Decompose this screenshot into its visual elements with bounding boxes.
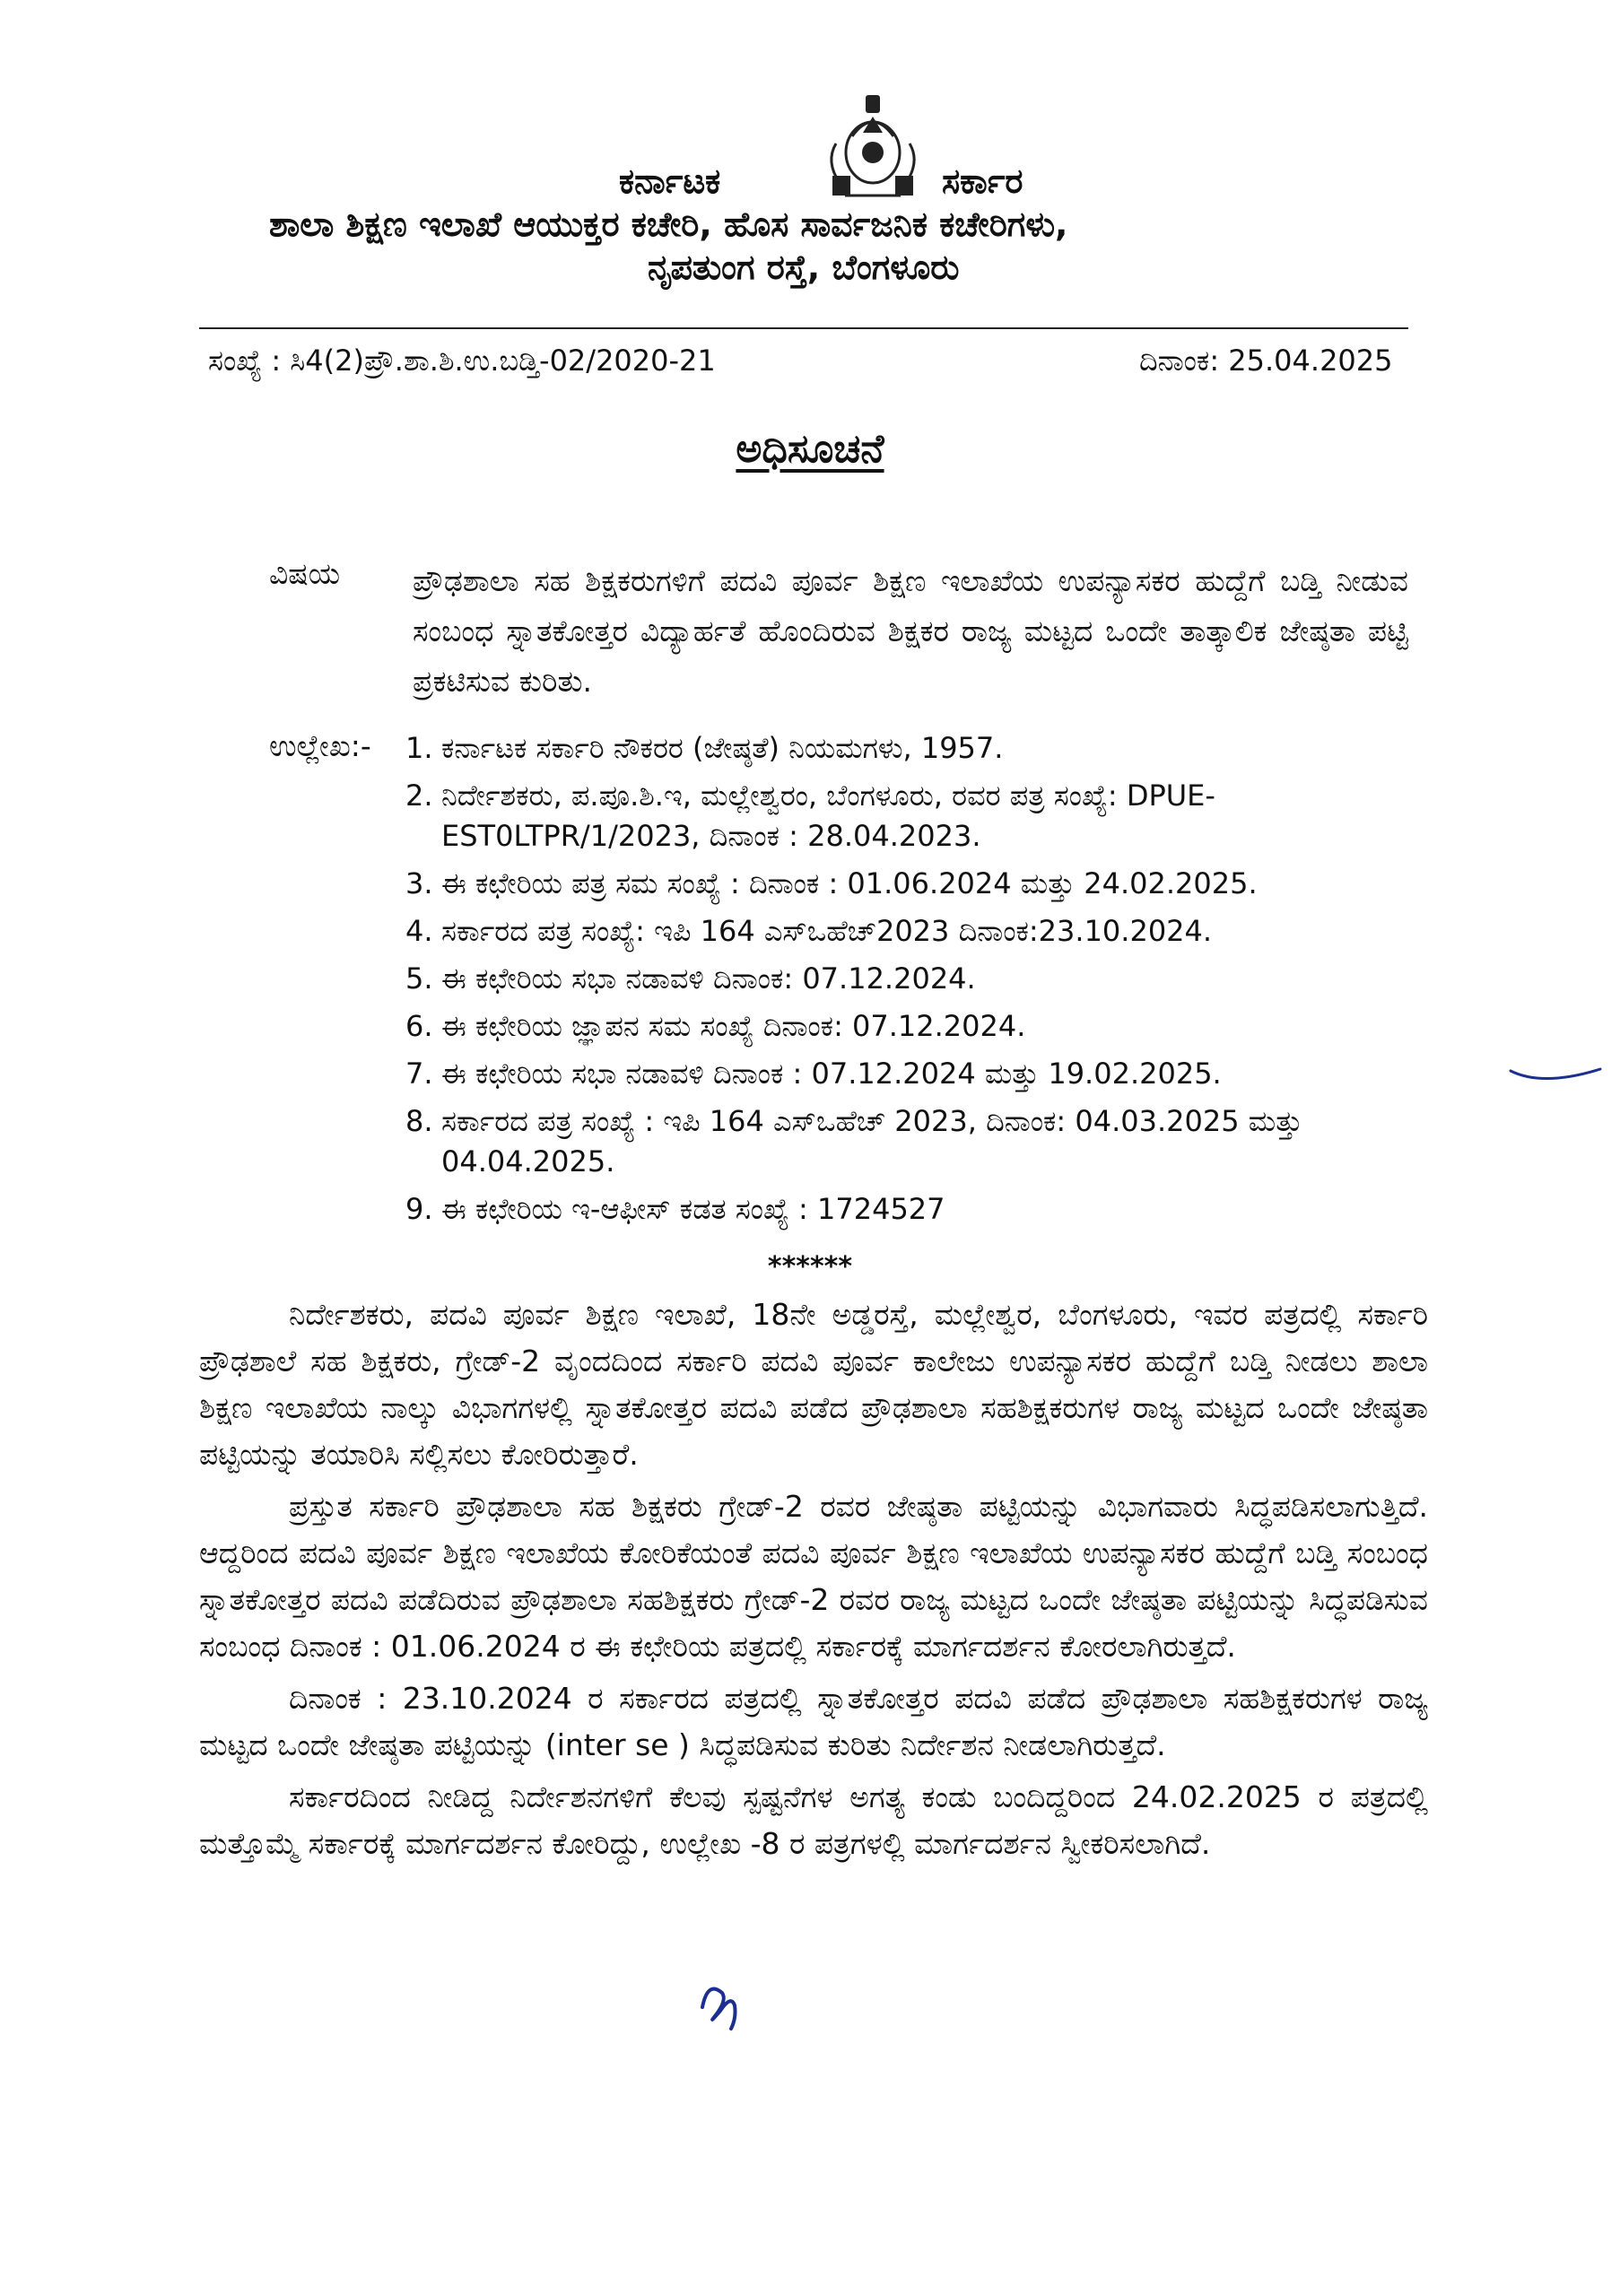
reference-number-8: 8. xyxy=(405,1104,433,1138)
body-paragraph-2: ಪ್ರಸ್ತುತ ಸರ್ಕಾರಿ ಪ್ರೌಢಶಾಲಾ ಸಹ ಶಿಕ್ಷಕರು ಗ್ರೇಡ್-2 ರವರ ಜೇಷ್ಠತಾ ಪಟ್ಟಿಯನ್ನು ವಿಭಾಗವಾರು ಸಿದ್ಧಪಡಿಸಲಾಗುತ್ತಿದೆ. ಆದ್ದರಿಂದ ಪದವಿ ಪೂರ್ವ ಶಿಕ್ಷಣ ಇಲಾಖೆಯ ಕೋರಿಕೆಯಂತೆ ಪದವಿ ಪೂರ್ವ ಶಿಕ್ಷಣ ಇಲಾಖೆಯ ಉಪನ್ಯಾಸಕರ ಹುದ್ದೆಗೆ ಬಡ್ತಿ ಸಂಬಂಧ ಸ್ನಾತಕೋತ್ತರ ಪದವಿ ಪಡೆದಿರುವ ಪ್ರೌಢಶಾಲಾ ಸಹಶಿಕ್ಷಕರು ಗ್ರೇಡ್-2 ರವರ ರಾಜ್ಯ ಮಟ್ಟದ ಒಂದೇ ಜೇಷ್ಠತಾ ಪಟ್ಟಿಯನ್ನು ಸಿದ್ಧಪಡಿಸುವ ಸಂಬಂಧ ದಿನಾಂಕ : 01.06.2024 ರ ಈ ಕಛೇರಿಯ ಪತ್ರದಲ್ಲಿ ಸರ್ಕಾರಕ್ಕೆ ಮಾರ್ಗದರ್ಶನ ಕೋರಲಾಗಿರುತ್ತದೆ. xyxy=(199,1489,1429,1664)
reference-item xyxy=(405,1006,1428,1047)
reference-text-5: ಈ ಕಛೇರಿಯ ಸಭಾ ನಡಾವಳಿ ದಿನಾಂಕ: 07.12.2024. xyxy=(441,961,976,996)
notification-title-text: ಅಧಿಸೂಚನೆ xyxy=(736,426,884,472)
reference-text-9: ಈ ಕಛೇರಿಯ ಇ-ಆಫೀಸ್ ಕಡತ ಸಂಖ್ಯೆ : 1724527 xyxy=(441,1192,945,1226)
body-text xyxy=(199,1292,1428,1873)
reference-item xyxy=(405,1101,1428,1182)
reference-number-2: 2. xyxy=(405,778,433,813)
reference-text-1: ಕರ್ನಾಟಕ ಸರ್ಕಾರಿ ನೌಕರರ (ಜೇಷ್ಠತೆ) ನಿಯಮಗಳು, 1957. xyxy=(441,731,1004,765)
reference-number-7: 7. xyxy=(405,1057,433,1091)
notification-title xyxy=(0,426,1620,472)
reference-text-2: ನಿರ್ದೇಶಕರು, ಪ.ಪೂ.ಶಿ.ಇ, ಮಲ್ಲೇಶ್ವರಂ, ಬೆಂಗಳೂರು, ರವರ ಪತ್ರ ಸಂಖ್ಯೆ: DPUE-EST0LTPR/1/2023, ದಿನಾಂಕ : 28.04.2023. xyxy=(441,778,1215,853)
reference-item xyxy=(405,864,1428,904)
reference-number-6: 6. xyxy=(405,1009,433,1043)
reference-item xyxy=(405,1189,1428,1230)
reference-item xyxy=(405,728,1428,769)
reference-item xyxy=(405,959,1428,999)
references-list xyxy=(405,728,1428,1237)
body-paragraph-3: ದಿನಾಂಕ : 23.10.2024 ರ ಸರ್ಕಾರದ ಪತ್ರದಲ್ಲಿ ಸ್ನಾತಕೋತ್ತರ ಪದವಿ ಪಡೆದ ಪ್ರೌಢಶಾಲಾ ಸಹಶಿಕ್ಷಕರುಗಳ ರಾಜ್ಯ ಮಟ್ಟದ ಒಂದೇ ಜೇಷ್ಠತಾ ಪಟ್ಟಿಯನ್ನು (inter se ) ಸಿದ್ಧಪಡಿಸುವ ಕುರಿತು ನಿರ್ದೇಶನ ನೀಡಲಾಗಿರುತ್ತದೆ. xyxy=(199,1681,1428,1762)
reference-number-1: 1. xyxy=(405,731,433,765)
section-separator: ****** xyxy=(767,1251,853,1283)
header-office-line2: ನೃಪತುಂಗ ರಸ್ತೆ, ಬೆಂಗಳೂರು xyxy=(648,248,960,287)
document-date: ದಿನಾಂಕ: 25.04.2025 xyxy=(1139,344,1393,378)
subject-label: ವಿಷಯ xyxy=(269,556,341,591)
reference-number: ಸಂಖ್ಯೆ : ಸಿ4(2)ಪ್ರೌ.ಶಾ.ಶಿ.ಉ.ಬಡ್ತಿ-02/2020-21 xyxy=(208,344,716,378)
reference-number-5: 5. xyxy=(405,961,433,996)
reference-number-9: 9. xyxy=(405,1192,433,1226)
reference-text-7: ಈ ಕಛೇರಿಯ ಸಭಾ ನಡಾವಳಿ ದಿನಾಂಕ : 07.12.2024 ಮತ್ತು 19.02.2025. xyxy=(441,1057,1222,1091)
header-state-right: ಸರ್ಕಾರ xyxy=(942,161,1023,201)
body-paragraph-4: ಸರ್ಕಾರದಿಂದ ನೀಡಿದ್ದ ನಿರ್ದೇಶನಗಳಿಗೆ ಕೆಲವು ಸ್ಪಷ್ಟನೆಗಳ ಅಗತ್ಯ ಕಂಡು ಬಂದಿದ್ದರಿಂದ 24.02.2025 ರ ಪತ್ರದಲ್ಲಿ ಮತ್ತೊಮ್ಮೆ ಸರ್ಕಾರಕ್ಕೆ ಮಾರ್ಗದರ್ಶನ ಕೋರಿದ್ದು, ಉಲ್ಲೇಖ -8 ರ ಪತ್ರಗಳಲ್ಲಿ ಮಾರ್ಗದರ್ಶನ ಸ್ವೀಕರಿಸಲಾಗಿದೆ. xyxy=(199,1779,1428,1861)
header-state-left: ಕರ್ನಾಟಕ xyxy=(619,161,721,201)
reference-number-3: 3. xyxy=(405,866,433,900)
subject-text: ಪ್ರೌಢಶಾಲಾ ಸಹ ಶಿಕ್ಷಕರುಗಳಿಗೆ ಪದವಿ ಪೂರ್ವ ಶಿಕ್ಷಣ ಇಲಾಖೆಯ ಉಪನ್ಯಾಸಕರ ಹುದ್ದೆಗೆ ಬಡ್ತಿ ನೀಡುವ ಸಂಬಂಧ ಸ್ನಾತಕೋತ್ತರ ವಿದ್ಯಾರ್ಹತೆ ಹೊಂದಿರುವ ಶಿಕ್ಷಕರ ರಾಜ್ಯ ಮಟ್ಟದ ಒಂದೇ ತಾತ್ಕಾಲಿಕ ಜೇಷ್ಠತಾ ಪಟ್ಟಿ ಪ್ರಕಟಿಸುವ ಕುರಿತು. xyxy=(413,563,1408,699)
reference-item xyxy=(405,911,1428,952)
header-office-line1: ಶಾಲಾ ಶಿಕ್ಷಣ ಇಲಾಖೆ ಆಯುಕ್ತರ ಕಚೇರಿ, ಹೊಸ ಸಾರ್ವಜನಿಕ ಕಚೇರಿಗಳು, xyxy=(269,204,1068,244)
reference-item xyxy=(405,776,1428,857)
reference-text-8: ಸರ್ಕಾರದ ಪತ್ರ ಸಂಖ್ಯೆ : ಇಪಿ 164 ಎಸ್‌ಒಹೆಚ್ 2023, ದಿನಾಂಕ: 04.03.2025 ಮತ್ತು 04.04.2025. xyxy=(441,1104,1303,1178)
reference-text-4: ಸರ್ಕಾರದ ಪತ್ರ ಸಂಖ್ಯೆ: ಇಪಿ 164 ಎಸ್‌ಒಹೆಚ್2023 ದಿನಾಂಕ:23.10.2024. xyxy=(441,914,1213,948)
body-paragraph-1: ನಿರ್ದೇಶಕರು, ಪದವಿ ಪೂರ್ವ ಶಿಕ್ಷಣ ಇಲಾಖೆ, 18ನೇ ಅಡ್ಡರಸ್ತೆ, ಮಲ್ಲೇಶ್ವರ, ಬೆಂಗಳೂರು, ಇವರ ಪತ್ರದಲ್ಲಿ ಸರ್ಕಾರಿ ಪ್ರೌಢಶಾಲೆ ಸಹ ಶಿಕ್ಷಕರು, ಗ್ರೇಡ್-2 ವೃಂದದಿಂದ ಸರ್ಕಾರಿ ಪದವಿ ಪೂರ್ವ ಕಾಲೇಜು ಉಪನ್ಯಾಸಕರ ಹುದ್ದೆಗೆ ಬಡ್ತಿ ನೀಡಲು ಶಾಲಾ ಶಿಕ್ಷಣ ಇಲಾಖೆಯ ನಾಲ್ಕು ವಿಭಾಗಗಳಲ್ಲಿ ಸ್ನಾತಕೋತ್ತರ ಪದವಿ ಪಡೆದ ಪ್ರೌಢಶಾಲಾ ಸಹಶಿಕ್ಷಕರುಗಳ ರಾಜ್ಯ ಮಟ್ಟದ ಒಂದೇ ಜೇಷ್ಠತಾ ಪಟ್ಟಿಯನ್ನು ತಯಾರಿಸಿ ಸಲ್ಲಿಸಲು ಕೋರಿರುತ್ತಾರೆ. xyxy=(199,1297,1428,1472)
reference-text-3: ಈ ಕಛೇರಿಯ ಪತ್ರ ಸಮ ಸಂಖ್ಯೆ : ದಿನಾಂಕ : 01.06.2024 ಮತ್ತು 24.02.2025. xyxy=(441,866,1258,900)
reference-item xyxy=(405,1054,1428,1094)
karnataka-emblem-icon xyxy=(818,90,928,201)
handwritten-initials-icon xyxy=(695,1973,758,2036)
references-label: ಉಲ್ಲೇಖ:- xyxy=(269,728,371,763)
header-divider xyxy=(199,327,1408,329)
reference-text-6: ಈ ಕಛೇರಿಯ ಜ್ಞಾಪನ ಸಮ ಸಂಖ್ಯೆ ದಿನಾಂಕ: 07.12.2024. xyxy=(441,1009,1026,1043)
pen-stroke-mark xyxy=(1507,1058,1606,1094)
reference-number-4: 4. xyxy=(405,914,433,948)
